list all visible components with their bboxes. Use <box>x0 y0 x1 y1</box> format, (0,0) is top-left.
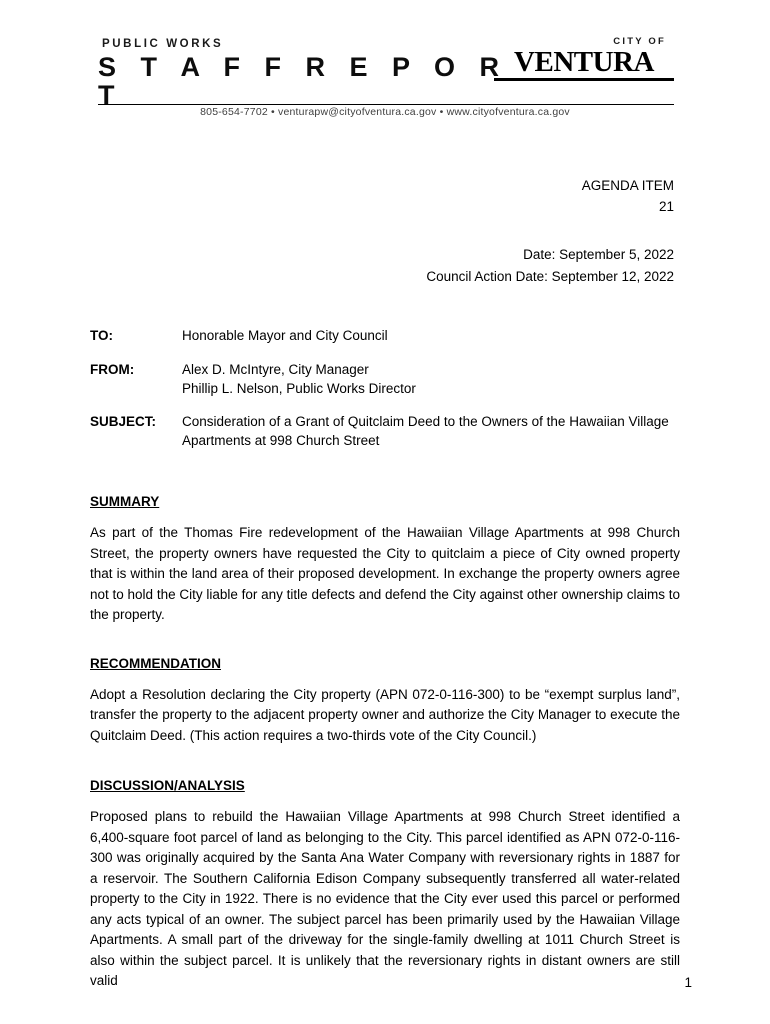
letterhead-left <box>98 38 518 110</box>
memo-row-subject <box>90 412 680 450</box>
report-date: Date: September 5, 2022 <box>523 246 674 262</box>
from-value-line-2: Phillip L. Nelson, Public Works Director <box>182 380 416 396</box>
agenda-item-number: 21 <box>658 198 674 214</box>
section-recommendation-body <box>90 685 680 747</box>
section-recommendation-title: RECOMMENDATION <box>90 655 221 671</box>
subject-value: Consideration of a Grant of Quitclaim Deed to the Owners of the Hawaiian Village Apartments at 998 Church Street <box>182 413 669 448</box>
from-value <box>182 360 680 398</box>
page-number: 1 <box>684 975 692 990</box>
department-name: PUBLIC WORKS <box>102 38 224 50</box>
from-value-line-1: Alex D. McIntyre, City Manager <box>182 361 369 377</box>
agenda-item-block <box>90 176 680 218</box>
dates-block <box>90 244 680 289</box>
memo-row-to <box>90 326 680 345</box>
from-label: FROM: <box>90 361 135 377</box>
section-summary <box>90 494 680 626</box>
section-discussion-body <box>90 807 680 992</box>
city-logo <box>494 36 674 81</box>
memo-header <box>90 326 680 450</box>
section-recommendation-paragraph: Adopt a Resolution declaring the City property (APN 072-0-116-300) to be “exempt surplus land”, transfer the property to the adjacent property owner and authorize the City Manager to execute the Quitclaim Deed. (This action requires a two-thirds vote of the City Council.) <box>90 686 680 743</box>
section-recommendation <box>90 656 680 747</box>
letterhead-divider <box>98 104 674 105</box>
section-summary-paragraph: As part of the Thomas Fire redevelopment of the Hawaiian Village Apartments at 998 Church Street, the property owners have requested the City to quitclaim a piece of City owned property that is within the land area of their proposed development. In exchange the property owners agree not to hold the City liable for any title defects and defend the City against other ownership claims to the property. <box>90 525 680 623</box>
council-action-date: Council Action Date: September 12, 2022 <box>426 269 674 285</box>
to-value: Honorable Mayor and City Council <box>182 328 388 344</box>
contact-line: 805-654-7702 • venturapw@cityofventura.ca.gov • www.cityofventura.ca.gov <box>200 106 570 118</box>
section-summary-title: SUMMARY <box>90 494 160 510</box>
section-discussion-title: DISCUSSION/ANALYSIS <box>90 778 245 794</box>
section-discussion <box>90 778 680 992</box>
memo-row-from <box>90 360 680 398</box>
to-label: TO: <box>90 328 113 344</box>
city-of-label: CITY OF <box>613 36 666 47</box>
subject-label: SUBJECT: <box>90 413 157 429</box>
section-summary-body <box>90 523 680 626</box>
section-discussion-paragraph: Proposed plans to rebuild the Hawaiian Village Apartments at 998 Church Street identified a 6,400-square foot parcel of land as belonging to the City. This parcel identified as APN 072-0-116-300 was originally acquired by the Santa Ana Water Company with reversionary rights in 1887 for a reservoir. The Southern California Edison Company subsequently transferred all water-related property to the City in 1922. There is no evidence that the City ever used this parcel or performed any acts typical of an owner. The subject parcel has been primarily used by the Hawaiian Village Apartments. A small part of the driveway for the single-family dwelling at 1011 Church Street is also within the subject parcel. It is unlikely that the reversionary rights in distant owners are still valid <box>90 809 680 989</box>
city-name-label: VENTURA <box>494 48 674 81</box>
document-type-title: S T A F F R E P O R T <box>98 52 508 111</box>
agenda-item-label: AGENDA ITEM <box>581 178 674 193</box>
letterhead <box>90 0 680 124</box>
